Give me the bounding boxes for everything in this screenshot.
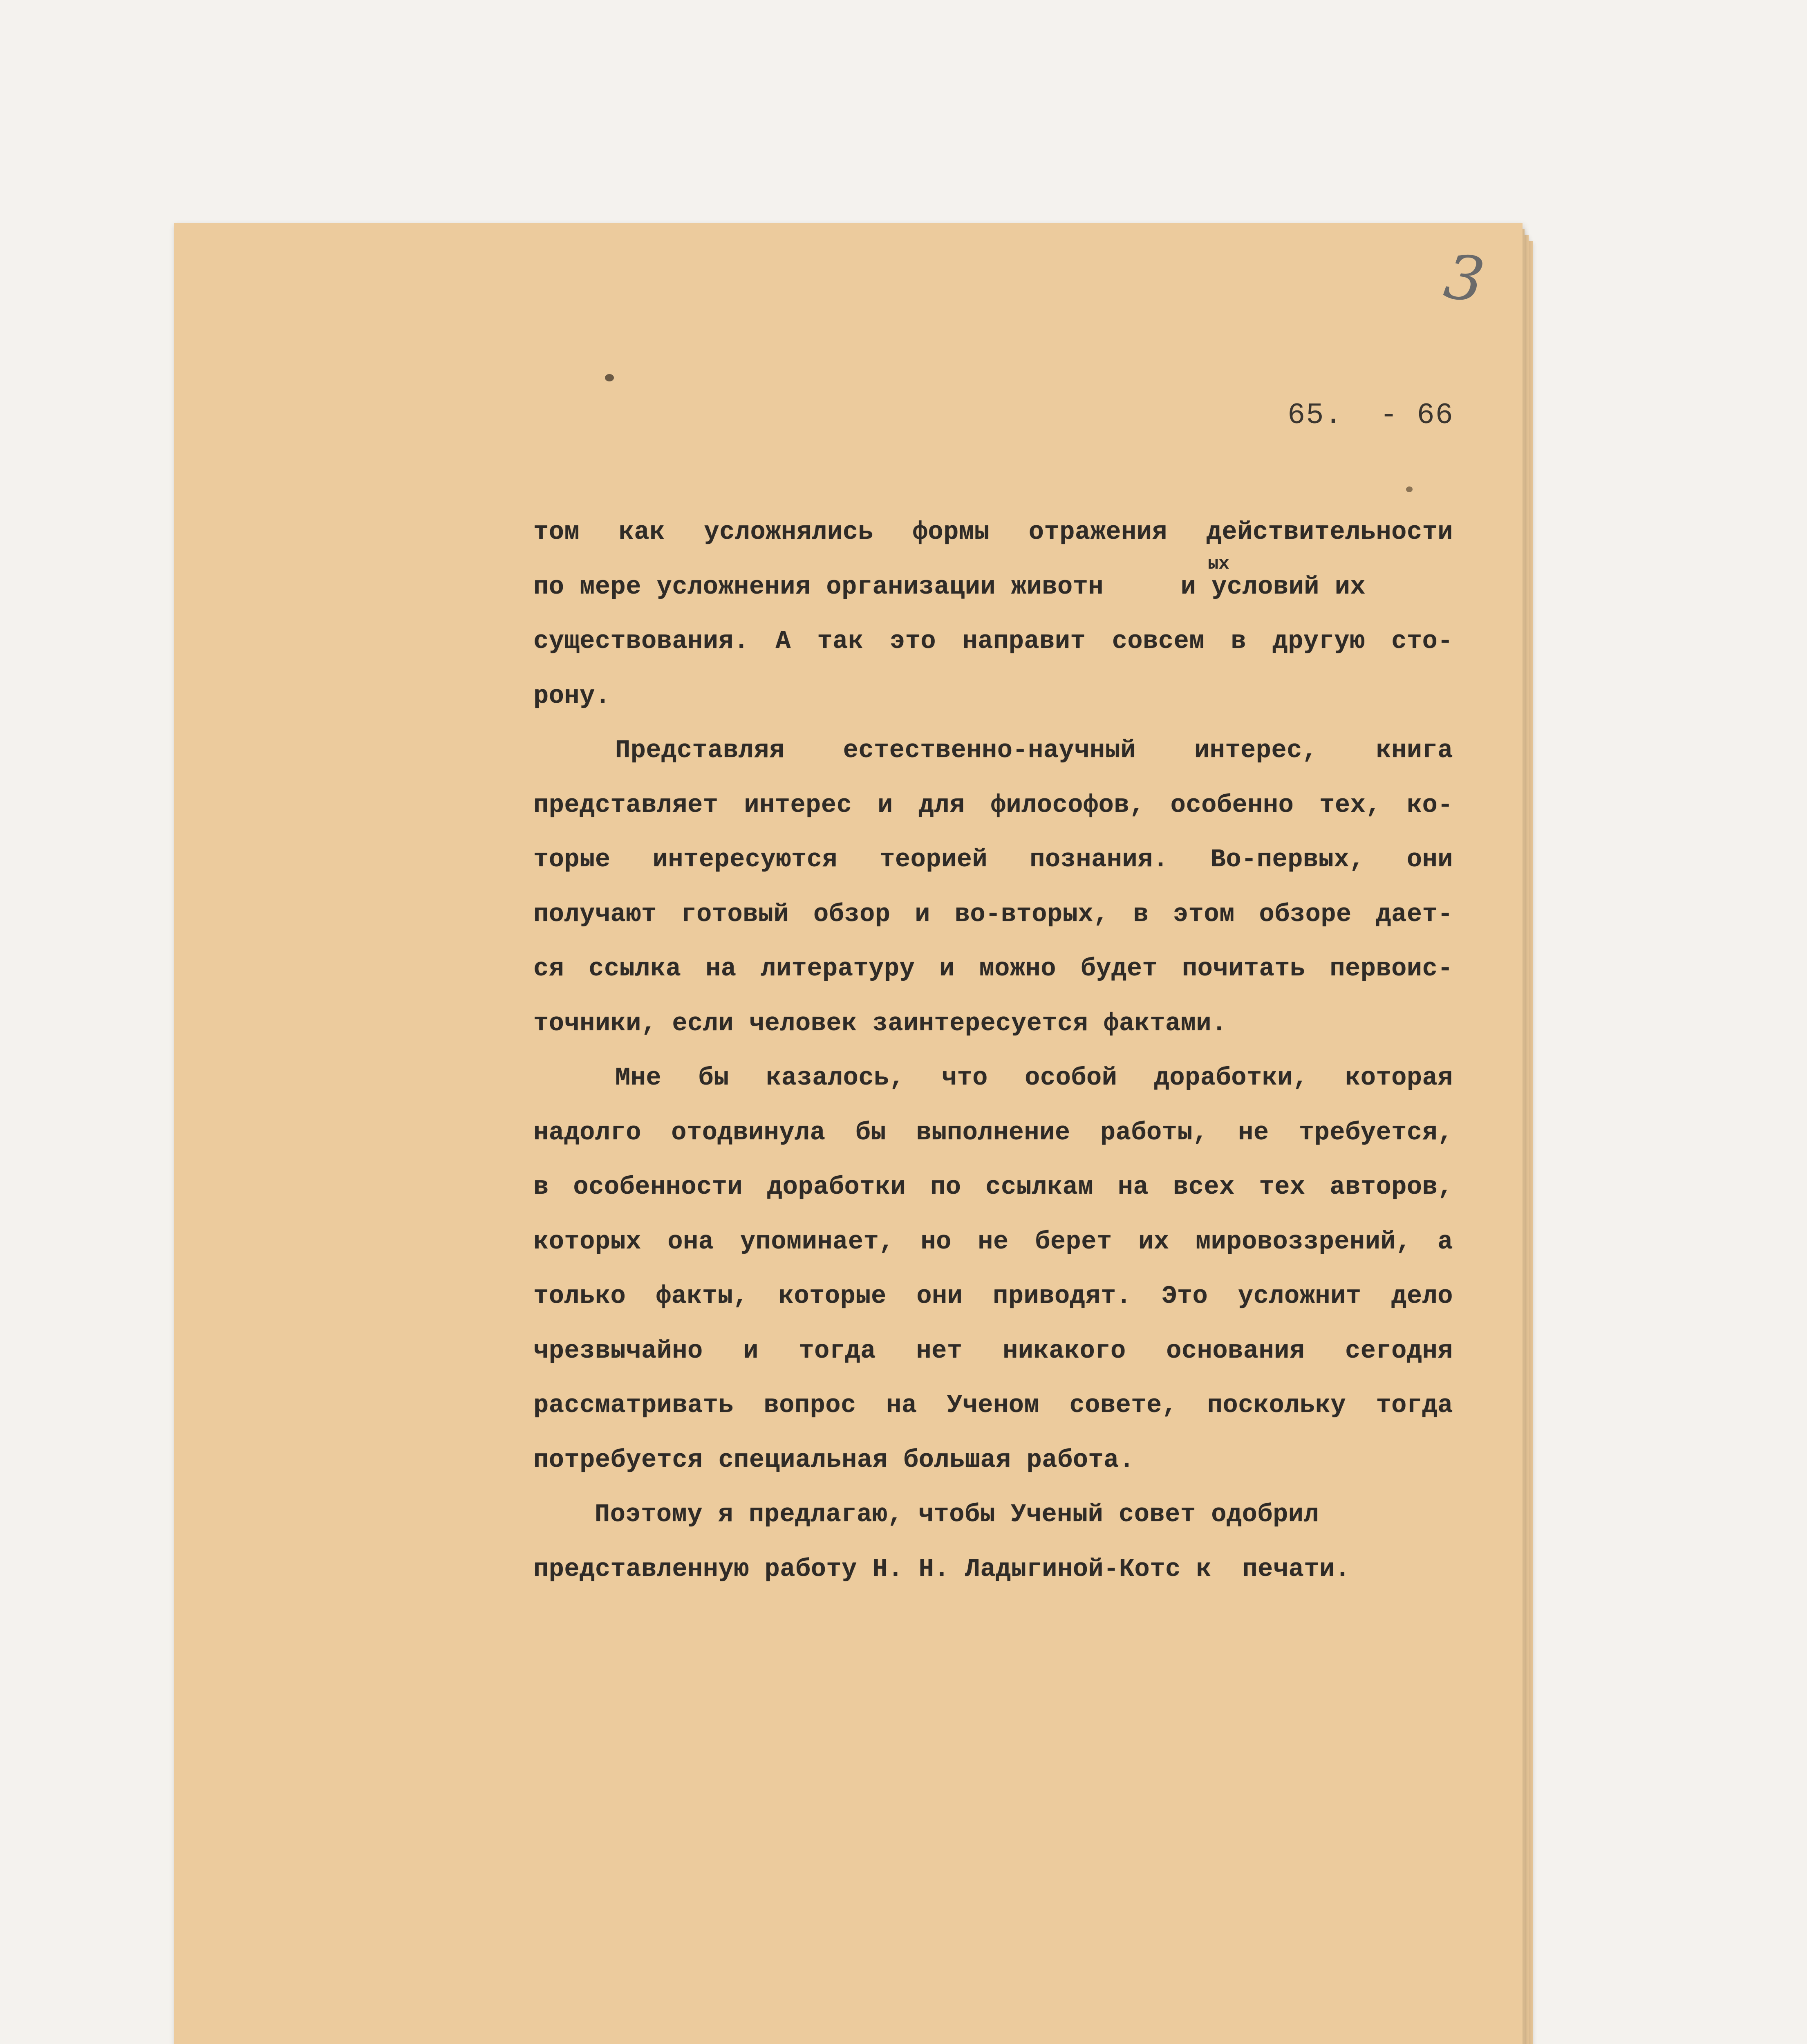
text-line: точники, если человек заинтересуется фактами. (533, 1009, 1227, 1038)
text-line: рону. (533, 681, 611, 710)
paper-speck (1406, 486, 1413, 492)
text-line: том как усложнялись формы отражения действительности (533, 518, 1453, 547)
text-line: ся ссылка на литературу и можно будет почитать первоис- (533, 954, 1453, 983)
text-line: представленную работу Н. Н. Ладыгиной-Котс к печати. (533, 1554, 1350, 1584)
typed-overstrike-correction: ых (1208, 554, 1229, 574)
text-line: по мере усложнения организации животн и условий их (533, 572, 1366, 601)
text-line: Мне бы казалось, что особой доработки, которая (615, 1063, 1453, 1092)
text-line: которых она упоминает, но не берет их мировоззрений, а (533, 1227, 1453, 1256)
text-line: только факты, которые они приводят. Это усложнит дело (533, 1282, 1453, 1311)
text-line: торые интересуются теорией познания. Во-первых, они (533, 845, 1453, 874)
text-line: Представляя естественно-научный интерес, книга (615, 736, 1453, 765)
text-line: потребуется специальная большая работа. (533, 1445, 1135, 1475)
handwritten-folio-number: 3 (1440, 241, 1489, 317)
text-line: чрезвычайно и тогда нет никакого основания сегодня (533, 1336, 1453, 1365)
text-line: получают готовый обзор и во-вторых, в этом обзоре дает- (533, 899, 1453, 929)
page-number: 65. - 66 (1288, 399, 1454, 432)
text-line: существования. А так это направит совсем в другую сто- (533, 627, 1453, 656)
text-line: рассматривать вопрос на Ученом совете, поскольку тогда (533, 1391, 1453, 1420)
text-line: Поэтому я предлагаю, чтобы Ученый совет одобрил (595, 1500, 1319, 1529)
paper-speck (605, 374, 614, 381)
text-line: представляет интерес и для философов, особенно тех, ко- (533, 790, 1453, 820)
text-line: надолго отодвинула бы выполнение работы, не требуется, (533, 1118, 1453, 1147)
text-line: в особенности доработки по ссылкам на всех тех авторов, (533, 1172, 1453, 1201)
typed-body-text (533, 505, 1453, 1596)
